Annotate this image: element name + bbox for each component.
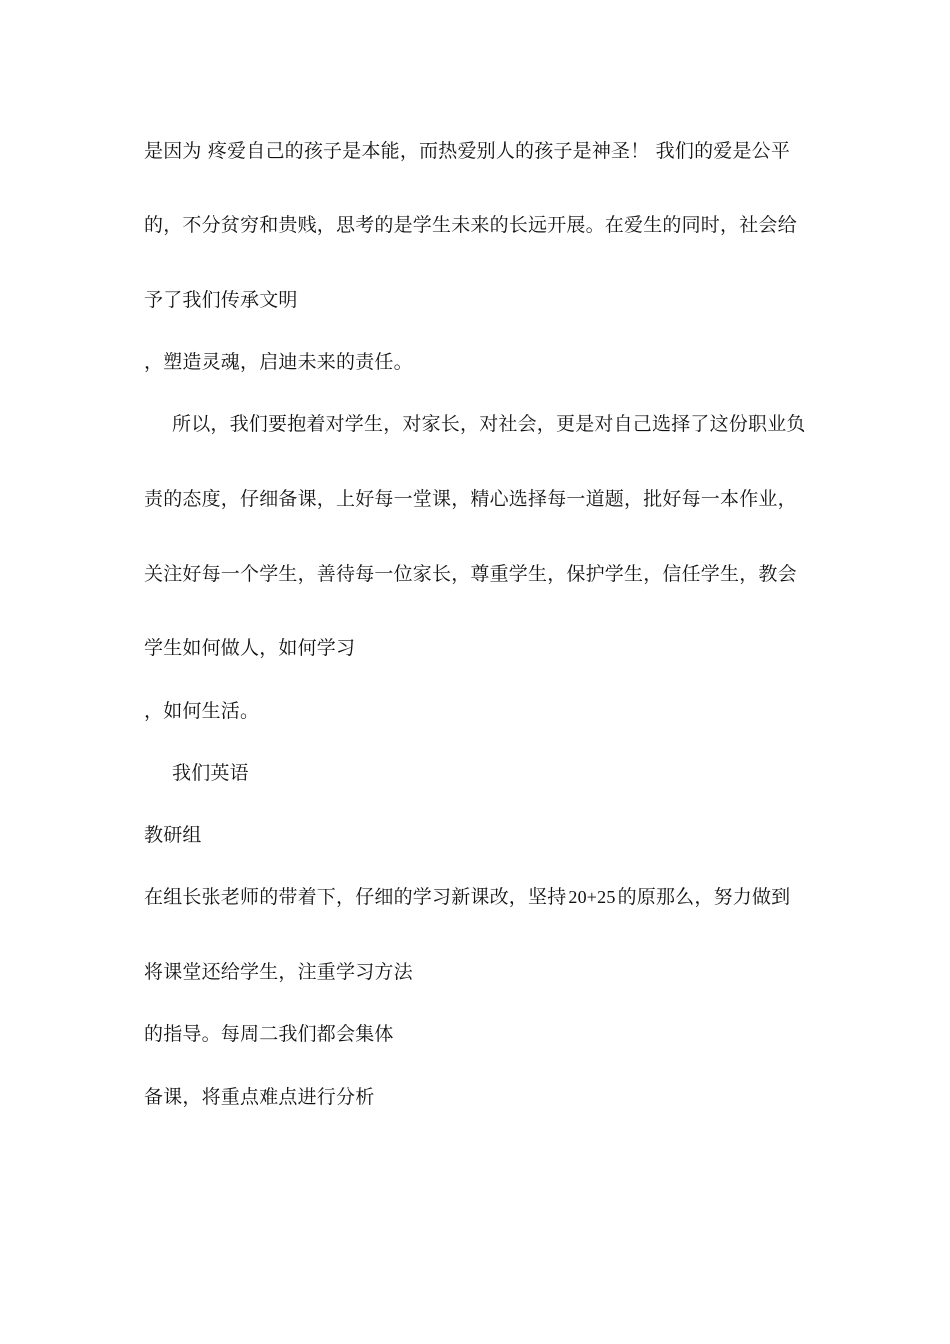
paragraph-line: 将课堂还给学生，注重学习方法: [144, 961, 413, 983]
paragraph-line: 学生如何做人，如何学习: [144, 637, 356, 659]
paragraph-line: 备课，将重点难点进行分析: [144, 1086, 375, 1108]
paragraph-line: 的，不分贫穷和贵贱，思考的是学生未来的长远开展。在爱生的同时，社会给: [144, 214, 797, 236]
paragraph-line: ，塑造灵魂，启迪未来的责任。: [144, 351, 413, 373]
paragraph-line: 予了我们传承文明: [144, 289, 298, 311]
paragraph-line: 的指导。每周二我们都会集体: [144, 1023, 394, 1045]
text-segment: 的原那么，努力做到: [617, 886, 791, 908]
paragraph-line: 我们英语: [172, 762, 249, 784]
paragraph-line: ，如何生活。: [144, 700, 260, 722]
paragraph-line: [144, 885, 790, 909]
number-segment: 20+25: [568, 887, 616, 907]
paragraph-line: 关注好每一个学生，善待每一位家长，尊重学生，保护学生，信任学生，教会: [144, 563, 797, 585]
paragraph-line: 所以，我们要抱着对学生，对家长，对社会，更是对自己选择了这份职业负: [172, 413, 806, 435]
paragraph-line: 责的态度，仔细备课，上好每一堂课，精心选择每一道题，批好每一本作业，: [144, 488, 797, 510]
paragraph-line: 教研组: [144, 824, 202, 846]
text-segment: 在组长张老师的带着下，仔细的学习新课改，坚持: [144, 886, 567, 908]
paragraph-line: 是因为 疼爱自己的孩子是本能，而热爱别人的孩子是神圣！ 我们的爱是公平: [144, 140, 791, 162]
